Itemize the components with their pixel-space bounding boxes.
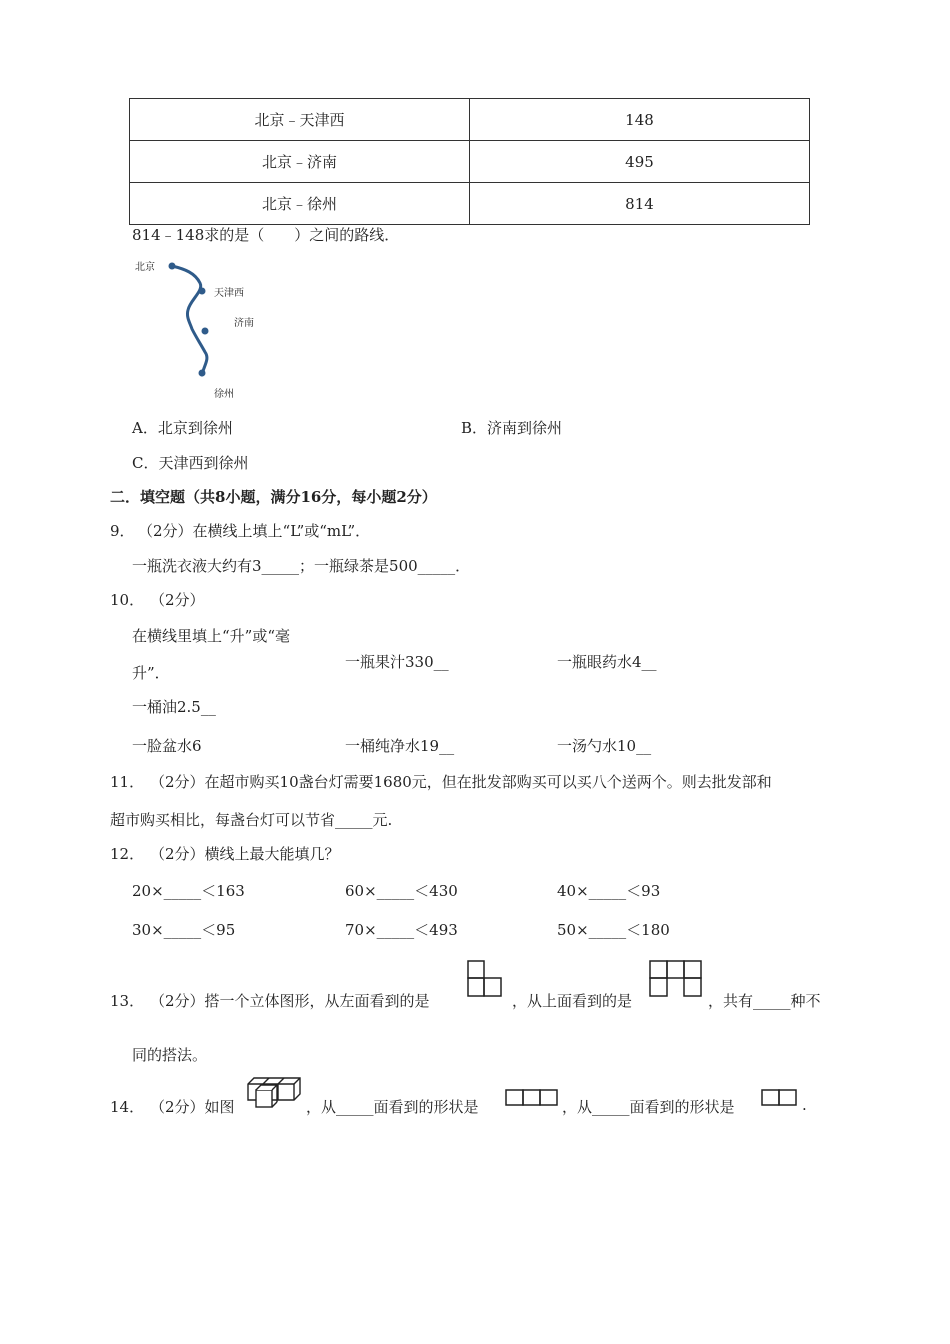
table-row <box>130 183 810 225</box>
q8-stem: 814﹣148求的是（ ）之间的路线． <box>132 226 400 244</box>
jinan-dot <box>202 328 209 335</box>
route-map <box>130 255 270 405</box>
q10-item-water: 一桶纯净水19__ <box>345 737 455 755</box>
q9-stem: （2分）在横线上填上“L”或“mL”． <box>138 522 371 540</box>
xuzhou-dot <box>199 370 206 377</box>
table-row <box>130 141 810 183</box>
q14-part-4: . <box>802 1096 807 1114</box>
q14-number: 14． <box>110 1098 145 1116</box>
q10-item-oil: 一桶油2.5__ <box>132 698 216 716</box>
option-b[interactable]: B．济南到徐州 <box>461 419 563 437</box>
map-label-beijing: 北京 <box>135 262 155 273</box>
tianjinxi-dot <box>199 288 206 295</box>
section-title: 二．填空题（共8小题，满分16分，每小题2分） <box>110 488 437 506</box>
q13-number: 13． <box>110 992 145 1010</box>
three-square-view-figure <box>504 1088 560 1108</box>
q9-number: 9． <box>110 522 135 540</box>
q9-line: 一瓶洗衣液大约有3_____；一瓶绿茶是500_____． <box>132 557 471 575</box>
q11-number: 11． <box>110 773 145 791</box>
table-row <box>130 99 810 141</box>
q12-number: 12． <box>110 845 145 863</box>
q10-instruction-1: 在横线里填上“升”或“毫 <box>132 627 291 645</box>
q10-item-juice: 一瓶果汁330__ <box>345 653 449 671</box>
route-cell: 北京﹣济南 <box>130 141 470 183</box>
q14-part-1: （2分）如图 <box>150 1098 235 1116</box>
q12-item: 40×_____＜93 <box>557 882 661 900</box>
q12-stem: （2分）横线上最大能填几？ <box>150 845 340 863</box>
cube-figure <box>242 1076 304 1110</box>
beijing-dot <box>169 263 176 270</box>
distance-table <box>129 98 810 225</box>
q10-instruction-2: 升”． <box>132 664 170 682</box>
q10-number: 10． <box>110 591 145 609</box>
q13-line-2: 同的搭法。 <box>132 1046 208 1064</box>
q10-item-spoon: 一汤勺水10__ <box>557 737 652 755</box>
map-label-xuzhou: 徐州 <box>214 389 234 400</box>
top-view-figure <box>648 959 704 999</box>
option-c[interactable]: C．天津西到徐州 <box>132 454 249 472</box>
map-label-tianjinxi: 天津西 <box>214 288 244 299</box>
q13-part-1: （2分）搭一个立体图形，从左面看到的是 <box>150 992 430 1010</box>
q10-item-medicine: 一瓶眼药水4__ <box>557 653 657 671</box>
option-a[interactable]: A．北京到徐州 <box>132 419 233 437</box>
q13-part-3: ，共有_____种不 <box>708 992 821 1010</box>
q14-part-3: ，从_____面看到的形状是 <box>562 1098 735 1116</box>
route-cell: 北京﹣天津西 <box>130 99 470 141</box>
q14-part-2: ，从_____面看到的形状是 <box>306 1098 479 1116</box>
route-line <box>172 266 207 375</box>
q12-item: 70×_____＜493 <box>345 921 458 939</box>
two-square-view-figure <box>760 1088 800 1108</box>
q12-item: 20×_____＜163 <box>132 882 245 900</box>
q12-item: 50×_____＜180 <box>557 921 670 939</box>
q12-item: 60×_____＜430 <box>345 882 458 900</box>
q11-line-1: （2分）在超市购买10盏台灯需要1680元，但在批发部购买可以买八个送两个。则去批发部和 <box>150 773 772 791</box>
distance-cell: 495 <box>470 141 810 183</box>
left-view-figure <box>466 959 504 999</box>
q11-line-2: 超市购买相比，每盏台灯可以节省_____元. <box>110 811 393 829</box>
distance-cell: 814 <box>470 183 810 225</box>
distance-cell: 148 <box>470 99 810 141</box>
q12-item: 30×_____＜95 <box>132 921 236 939</box>
q10-item-basin: 一脸盆水6 <box>132 737 202 755</box>
route-cell: 北京﹣徐州 <box>130 183 470 225</box>
q10-score: （2分） <box>150 591 205 609</box>
q13-part-2: ，从上面看到的是 <box>512 992 633 1010</box>
map-label-jinan: 济南 <box>234 318 254 329</box>
